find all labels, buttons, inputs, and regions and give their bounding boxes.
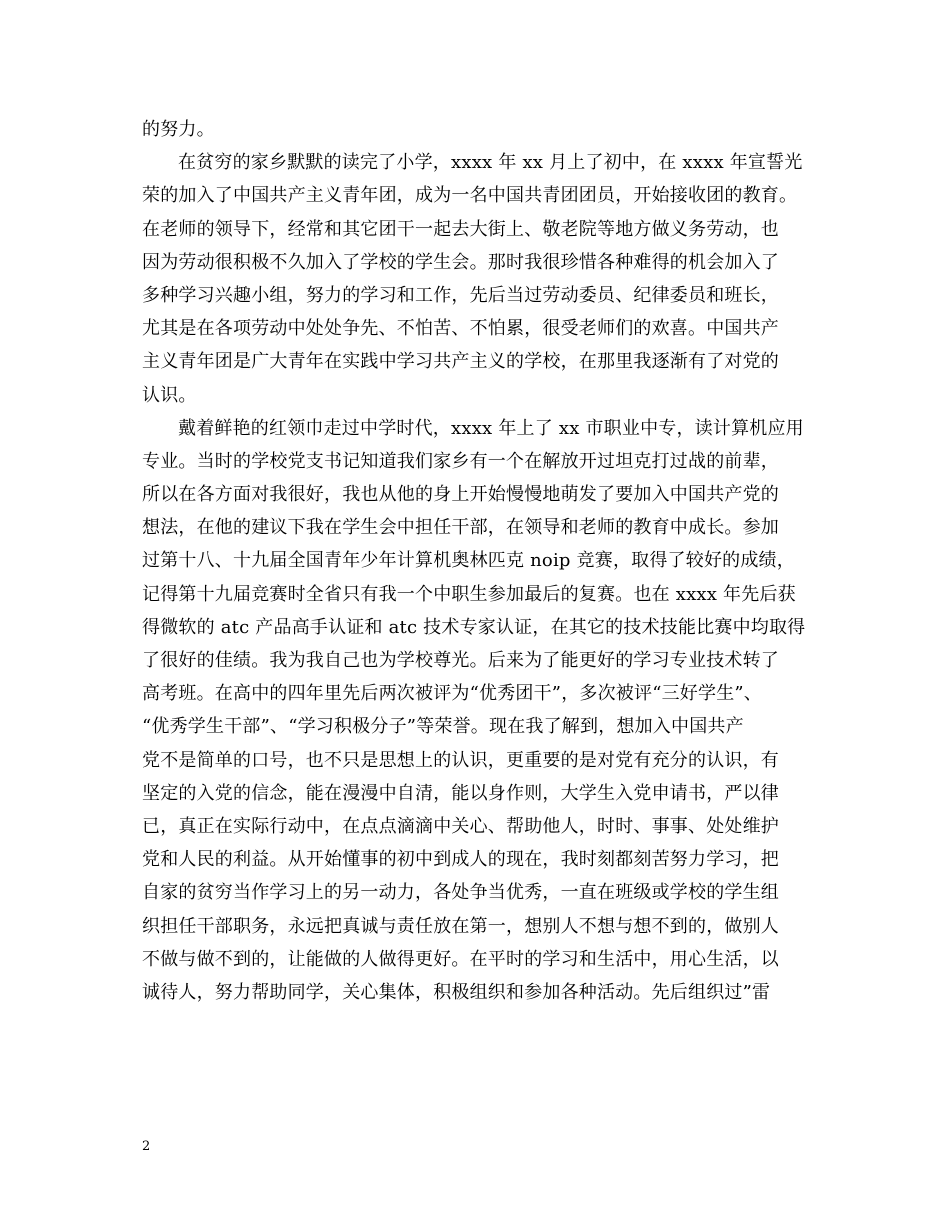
text-line: 想法，在他的建议下我在学生会中担任干部，在领导和老师的教育中成长。参加 (142, 517, 779, 539)
body-text (142, 113, 810, 1009)
text-line: 因为劳动很积极不久加入了学校的学生会。那时我很珍惜各种难得的机会加入了 (142, 251, 779, 273)
text-line: 荣的加入了中国共产主义青年团，成为一名中国共青团团员，开始接收团的教育。 (142, 185, 798, 207)
text-line: 主义青年团是广大青年在实践中学习共产主义的学校，在那里我逐渐有了对党的 (142, 351, 779, 373)
text-line: 专业。当时的学校党支书记知道我们家乡有一个在解放开过坦克打过战的前辈， (142, 450, 779, 472)
text-line: 坚定的入党的信念，能在漫漫中自清，能以身作则，大学生入党申请书，严以律 (142, 782, 779, 804)
text-line: 记得第十九届竞赛时全省只有我一个中职生参加最后的复赛。也在 xxxx 年先后获 (142, 583, 796, 605)
text-line: 所以在各方面对我很好，我也从他的身上开始慢慢地萌发了要加入中国共产党的 (142, 484, 779, 506)
text-line: 的努力。 (142, 119, 215, 140)
text-line: 诚待人，努力帮助同学，关心集体，积极组织和参加各种活动。先后组织过”雷 (142, 981, 771, 1003)
text-line: 过第十八、十九届全国青年少年计算机奥林匹克 noip 竞赛，取得了较好的成绩， (142, 550, 795, 572)
text-line: “优秀学生干部”、“学习积极分子”等荣誉。现在我了解到，想加入中国共产 (142, 716, 744, 738)
text-line: 不做与做不到的，让能做的人做得更好。在平时的学习和生活中，用心生活，以 (142, 948, 779, 970)
paragraph-first-line: 在贫穷的家乡默默的读完了小学，xxxx 年 xx 月上了初中，在 xxxx 年宣誓光 (178, 152, 803, 174)
text-line: 多种学习兴趣小组，努力的学习和工作，先后当过劳动委员、纪律委员和班长， (142, 284, 779, 306)
text-line: 高考班。在高中的四年里先后两次被评为“优秀团干”，多次被评“三好学生”、 (142, 683, 763, 705)
text-line: 党不是简单的口号，也不只是思想上的认识，更重要的是对党有充分的认识，有 (142, 749, 779, 771)
text-line: 自家的贫穷当作学习上的另一动力，各处争当优秀，一直在班级或学校的学生组 (142, 882, 779, 904)
text-line: 了很好的佳绩。我为我自己也为学校尊光。后来为了能更好的学习专业技术转了 (142, 650, 779, 671)
paragraph-first-line: 戴着鲜艳的红领巾走过中学时代，xxxx 年上了 xx 市职业中专，读计算机应用 (178, 417, 804, 439)
text-line: 党和人民的利益。从开始懂事的初中到成人的现在，我时刻都刻苦努力学习，把 (142, 849, 779, 871)
text-line: 尤其是在各项劳动中处处争先、不怕苦、不怕累，很受老师们的欢喜。中国共产 (142, 318, 779, 340)
text-line: 织担任干部职务，永远把真诚与责任放在第一，想别人不想与想不到的，做别人 (142, 915, 779, 937)
text-line: 在老师的领导下，经常和其它团干一起去大街上、敬老院等地方做义务劳动，也 (142, 218, 779, 240)
text-line: 得微软的 atc 产品高手认证和 atc 技术专家认证，在其它的技术技能比赛中均取得 (142, 616, 806, 638)
text-line: 已，真正在实际行动中，在点点滴滴中关心、帮助他人，时时、事事、处处维护 (142, 815, 779, 837)
page-number: 2 (142, 1139, 151, 1154)
text-line: 认识。 (142, 384, 197, 406)
